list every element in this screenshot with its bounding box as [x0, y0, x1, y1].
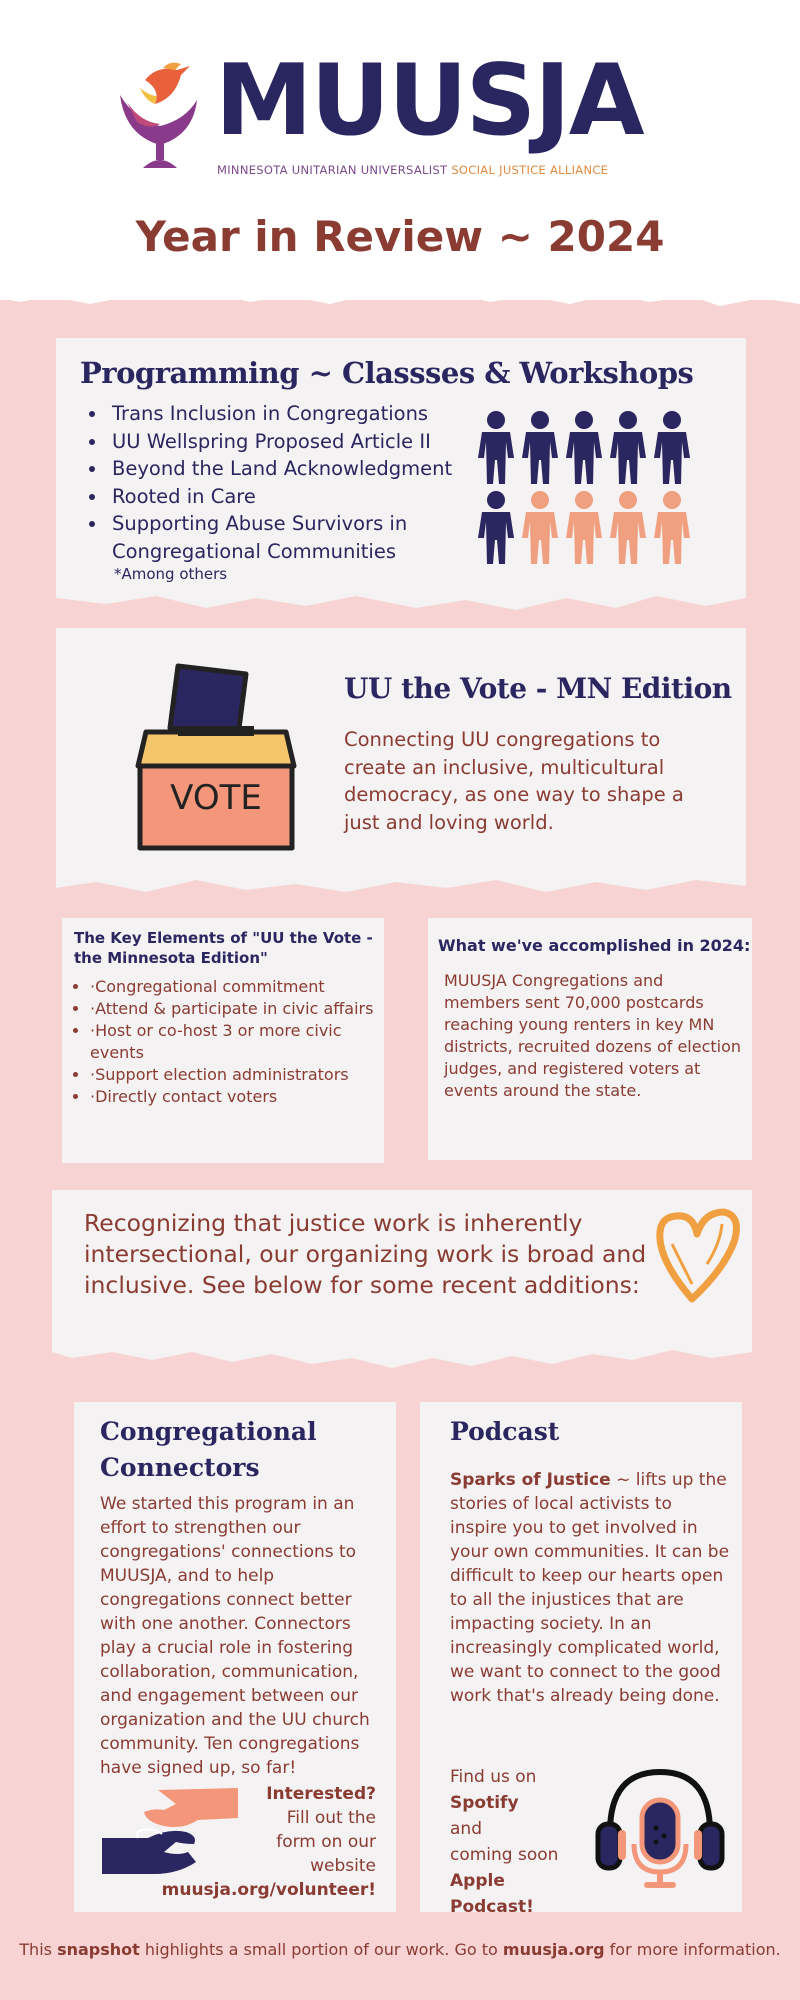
- header: [0, 0, 800, 300]
- programming-card: [56, 338, 746, 593]
- key-elements-list: [90, 976, 380, 1108]
- list-item: • Rooted in Care: [108, 483, 508, 511]
- logo-tagline: [217, 163, 608, 177]
- vote-card: [56, 628, 746, 878]
- torn-edge: [56, 588, 746, 612]
- and-label: and: [450, 1819, 482, 1839]
- footer-site-link[interactable]: muusja.org: [502, 1940, 605, 1959]
- connectors-heading: Congregational Connectors: [100, 1417, 317, 1482]
- footer: [0, 1940, 800, 1959]
- programming-heading: Programming ~ Classses & Workshops: [80, 356, 694, 390]
- microphone-icon: [590, 1762, 730, 1892]
- podcast-name: Sparks of Justice: [450, 1470, 611, 1490]
- spotify-link[interactable]: Spotify: [450, 1793, 519, 1813]
- list-item: • ·Support election administrators: [90, 1064, 380, 1086]
- cta-interested: Interested?: [266, 1784, 376, 1804]
- find-us-label: Find us on: [450, 1767, 537, 1787]
- apple-podcast-link[interactable]: Apple Podcast!: [450, 1871, 534, 1917]
- recognizing-body: Recognizing that justice work is inherently intersectional, our organizing work is broad and inclusive. See below for some recent additions:: [84, 1209, 647, 1299]
- torn-edge-divider: [0, 286, 800, 316]
- list-item: • ·Host or co-host 3 or more civic events: [90, 1020, 380, 1064]
- logo-tagline-main: MINNESOTA UNITARIAN UNIVERSALIST: [217, 163, 448, 177]
- cta-text: Fill out the form on our website: [276, 1808, 376, 1876]
- torn-edge: [56, 874, 746, 896]
- podcast-heading: Podcast: [450, 1417, 560, 1446]
- torn-edge: [52, 1344, 752, 1370]
- coming-soon-label: coming soon: [450, 1845, 559, 1865]
- footer-pre: This: [19, 1940, 58, 1959]
- connectors-card: [74, 1402, 396, 1912]
- list-item: • UU Wellspring Proposed Article II: [108, 428, 508, 456]
- logo-wordmark: MUUSJA: [215, 44, 643, 158]
- chalice-bird-icon: [115, 60, 205, 175]
- podcast-description: ~ lifts up the stories of local activists to inspire you to get involved in your own communities. It can be difficult to keep our hearts open to all the injustices that are impacting society. In an increasingly complicated world, we want to connect to the good work that's already being done.: [450, 1470, 730, 1706]
- page-title: Year in Review ~ 2024: [135, 212, 665, 261]
- list-item: • Supporting Abuse Survivors in Congregational Communities: [108, 510, 508, 565]
- key-elements-heading: The Key Elements of "UU the Vote - the Minnesota Edition": [74, 929, 373, 967]
- list-item: • ·Congregational commitment: [90, 976, 380, 998]
- programming-note: *Among others: [114, 565, 228, 583]
- podcast-card: [420, 1402, 742, 1917]
- list-item: • Beyond the Land Acknowledgment: [108, 455, 508, 483]
- volunteer-link[interactable]: muusja.org/volunteer!: [161, 1880, 376, 1900]
- accomplished-card: [428, 918, 752, 1160]
- recognizing-card: [52, 1190, 752, 1348]
- list-item: • Trans Inclusion in Congregations: [108, 400, 508, 428]
- people-group-icon: [476, 410, 716, 570]
- logo-tagline-accent: SOCIAL JUSTICE ALLIANCE: [451, 163, 609, 177]
- list-item: • ·Attend & participate in civic affairs: [90, 998, 380, 1020]
- connectors-body: We started this program in an effort to strengthen our congregations' connections to MUUSJA, and to help congregations connect better with one another. Connectors play a crucial role in fostering collaboration, communication, and engagement between our organization and the UU church community. Ten congregations have signed up, so far!: [100, 1494, 370, 1778]
- accomplished-body: MUUSJA Congregations and members sent 70,000 postcards reaching young renters in key MN districts, recruited dozens of election judges, and registered voters at events around the state.: [444, 971, 742, 1100]
- footer-snapshot: snapshot: [57, 1940, 140, 1959]
- key-elements-card: [62, 918, 384, 1163]
- ballot-label: VOTE: [170, 778, 262, 818]
- podcast-body: [450, 1468, 730, 1708]
- connectors-cta: [156, 1782, 376, 1902]
- footer-post: for more information.: [604, 1940, 781, 1959]
- vote-heading: UU the Vote - MN Edition: [344, 672, 732, 705]
- footer-mid: highlights a small portion of our work. Go to: [139, 1940, 503, 1959]
- ballot-box-icon: [126, 656, 306, 856]
- logo: [115, 44, 675, 180]
- heart-icon: [652, 1204, 742, 1304]
- list-item: • ·Directly contact voters: [90, 1086, 380, 1108]
- podcast-platforms: [450, 1764, 590, 1920]
- vote-body: Connecting UU congregations to create an inclusive, multicultural democracy, as one way to shape a just and loving world.: [344, 728, 684, 834]
- accomplished-heading: What we've accomplished in 2024:: [438, 936, 751, 955]
- programming-list: [108, 400, 508, 565]
